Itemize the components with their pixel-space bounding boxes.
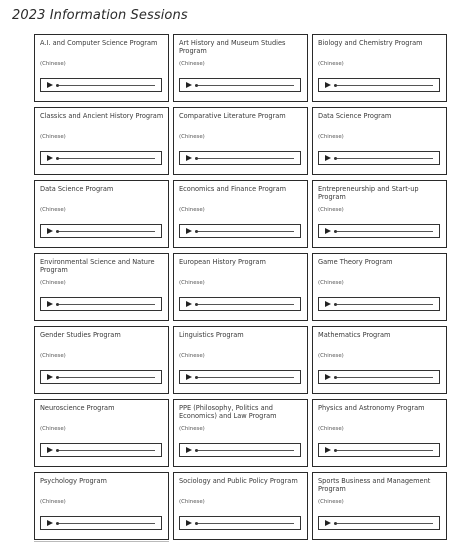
- progress-handle[interactable]: [56, 84, 59, 87]
- audio-player: [318, 151, 440, 165]
- page-title: 2023 Information Sessions: [12, 8, 188, 23]
- audio-player: [179, 370, 301, 384]
- progress-track[interactable]: [195, 523, 294, 524]
- progress-track[interactable]: [334, 85, 433, 86]
- session-card: [173, 180, 308, 248]
- play-icon[interactable]: [325, 520, 331, 526]
- progress-handle[interactable]: [56, 522, 59, 525]
- progress-handle[interactable]: [334, 376, 337, 379]
- session-title: European History Program: [179, 258, 266, 266]
- progress-track[interactable]: [56, 450, 155, 451]
- progress-track[interactable]: [334, 450, 433, 451]
- session-language: (Chinese): [179, 207, 205, 213]
- progress-handle[interactable]: [334, 157, 337, 160]
- session-card: [34, 472, 169, 540]
- session-title: Physics and Astronomy Program: [318, 404, 425, 412]
- session-title: Linguistics Program: [179, 331, 244, 339]
- audio-player: [40, 151, 162, 165]
- audio-player: [318, 224, 440, 238]
- session-card: [34, 253, 169, 321]
- session-card: [173, 107, 308, 175]
- play-icon[interactable]: [325, 374, 331, 380]
- session-language: (Chinese): [179, 280, 205, 286]
- audio-player: [318, 297, 440, 311]
- audio-player: [40, 224, 162, 238]
- progress-handle[interactable]: [195, 449, 198, 452]
- session-card: [34, 326, 169, 394]
- play-icon[interactable]: [186, 447, 192, 453]
- session-language: (Chinese): [318, 499, 344, 505]
- progress-handle[interactable]: [195, 303, 198, 306]
- play-icon[interactable]: [325, 301, 331, 307]
- session-card: [312, 107, 447, 175]
- play-icon[interactable]: [47, 374, 53, 380]
- progress-handle[interactable]: [56, 449, 59, 452]
- session-language: (Chinese): [318, 426, 344, 432]
- session-card: [312, 472, 447, 540]
- session-language: (Chinese): [179, 61, 205, 67]
- session-title: A.I. and Computer Science Program: [40, 39, 158, 47]
- audio-player: [179, 297, 301, 311]
- session-card: [312, 253, 447, 321]
- audio-player: [318, 443, 440, 457]
- progress-handle[interactable]: [195, 230, 198, 233]
- progress-handle[interactable]: [56, 303, 59, 306]
- session-card: [34, 34, 169, 102]
- progress-track[interactable]: [56, 304, 155, 305]
- progress-track[interactable]: [334, 158, 433, 159]
- session-card: [173, 34, 308, 102]
- progress-handle[interactable]: [195, 84, 198, 87]
- session-language: (Chinese): [179, 353, 205, 359]
- session-language: (Chinese): [40, 61, 66, 67]
- session-card: [34, 180, 169, 248]
- session-language: (Chinese): [318, 280, 344, 286]
- session-card: [312, 326, 447, 394]
- play-icon[interactable]: [47, 520, 53, 526]
- progress-track[interactable]: [195, 158, 294, 159]
- audio-player: [179, 78, 301, 92]
- audio-player: [179, 151, 301, 165]
- play-icon[interactable]: [47, 155, 53, 161]
- progress-track[interactable]: [334, 304, 433, 305]
- progress-handle[interactable]: [56, 230, 59, 233]
- session-language: (Chinese): [40, 280, 66, 286]
- session-title: Sports Business and Management Program: [318, 477, 431, 493]
- session-title: Psychology Program: [40, 477, 107, 485]
- audio-player: [40, 370, 162, 384]
- session-title: Comparative Literature Program: [179, 112, 286, 120]
- audio-player: [40, 78, 162, 92]
- session-card: [173, 253, 308, 321]
- play-icon[interactable]: [186, 520, 192, 526]
- audio-player: [179, 224, 301, 238]
- session-grid: [34, 34, 447, 540]
- audio-player: [318, 516, 440, 530]
- play-icon[interactable]: [325, 82, 331, 88]
- session-language: (Chinese): [40, 499, 66, 505]
- progress-track[interactable]: [56, 523, 155, 524]
- play-icon[interactable]: [186, 228, 192, 234]
- session-title: Biology and Chemistry Program: [318, 39, 423, 47]
- play-icon[interactable]: [186, 374, 192, 380]
- progress-handle[interactable]: [334, 230, 337, 233]
- play-icon[interactable]: [47, 82, 53, 88]
- session-title: Environmental Science and Nature Program: [40, 258, 155, 274]
- progress-track[interactable]: [195, 231, 294, 232]
- session-title: Data Science Program: [40, 185, 114, 193]
- session-language: (Chinese): [318, 353, 344, 359]
- progress-handle[interactable]: [334, 522, 337, 525]
- play-icon[interactable]: [47, 447, 53, 453]
- progress-track[interactable]: [334, 231, 433, 232]
- session-title: Gender Studies Program: [40, 331, 121, 339]
- session-title: Sociology and Public Policy Program: [179, 477, 298, 485]
- session-language: (Chinese): [40, 426, 66, 432]
- progress-handle[interactable]: [334, 449, 337, 452]
- audio-player: [179, 516, 301, 530]
- progress-track[interactable]: [56, 377, 155, 378]
- session-language: (Chinese): [40, 353, 66, 359]
- session-title: Entrepreneurship and Start-up Program: [318, 185, 419, 201]
- progress-handle[interactable]: [195, 157, 198, 160]
- session-title: Neuroscience Program: [40, 404, 115, 412]
- session-card: [173, 472, 308, 540]
- session-title: Classics and Ancient History Program: [40, 112, 164, 120]
- progress-handle[interactable]: [56, 376, 59, 379]
- session-card: [312, 180, 447, 248]
- progress-track[interactable]: [56, 158, 155, 159]
- progress-track[interactable]: [195, 450, 294, 451]
- audio-player: [40, 443, 162, 457]
- session-language: (Chinese): [40, 134, 66, 140]
- progress-track[interactable]: [195, 304, 294, 305]
- session-card: [34, 107, 169, 175]
- play-icon[interactable]: [47, 301, 53, 307]
- session-title: Game Theory Program: [318, 258, 393, 266]
- session-card: [173, 399, 308, 467]
- play-icon[interactable]: [47, 228, 53, 234]
- progress-track[interactable]: [56, 85, 155, 86]
- session-title: Economics and Finance Program: [179, 185, 287, 193]
- progress-handle[interactable]: [195, 376, 198, 379]
- session-language: (Chinese): [318, 207, 344, 213]
- progress-track[interactable]: [195, 85, 294, 86]
- play-icon[interactable]: [325, 155, 331, 161]
- play-icon[interactable]: [186, 82, 192, 88]
- session-card: [312, 34, 447, 102]
- audio-player: [318, 78, 440, 92]
- session-language: (Chinese): [179, 499, 205, 505]
- progress-handle[interactable]: [56, 157, 59, 160]
- session-card: [312, 399, 447, 467]
- session-language: (Chinese): [40, 207, 66, 213]
- progress-track[interactable]: [56, 231, 155, 232]
- progress-handle[interactable]: [334, 303, 337, 306]
- progress-track[interactable]: [334, 377, 433, 378]
- audio-player: [40, 516, 162, 530]
- play-icon[interactable]: [325, 447, 331, 453]
- play-icon[interactable]: [186, 301, 192, 307]
- audio-player: [40, 297, 162, 311]
- audio-player: [318, 370, 440, 384]
- session-title: PPE (Philosophy, Politics and Economics) and Law Program: [179, 404, 277, 420]
- progress-handle[interactable]: [334, 84, 337, 87]
- play-icon[interactable]: [325, 228, 331, 234]
- progress-track[interactable]: [334, 523, 433, 524]
- session-language: (Chinese): [179, 134, 205, 140]
- progress-track[interactable]: [195, 377, 294, 378]
- session-title: Art History and Museum Studies Program: [179, 39, 286, 55]
- progress-handle[interactable]: [195, 522, 198, 525]
- session-language: (Chinese): [318, 61, 344, 67]
- session-card: [173, 326, 308, 394]
- session-title: Mathematics Program: [318, 331, 391, 339]
- audio-player: [179, 443, 301, 457]
- session-card: [34, 399, 169, 467]
- session-language: (Chinese): [179, 426, 205, 432]
- session-language: (Chinese): [318, 134, 344, 140]
- play-icon[interactable]: [186, 155, 192, 161]
- session-title: Data Science Program: [318, 112, 392, 120]
